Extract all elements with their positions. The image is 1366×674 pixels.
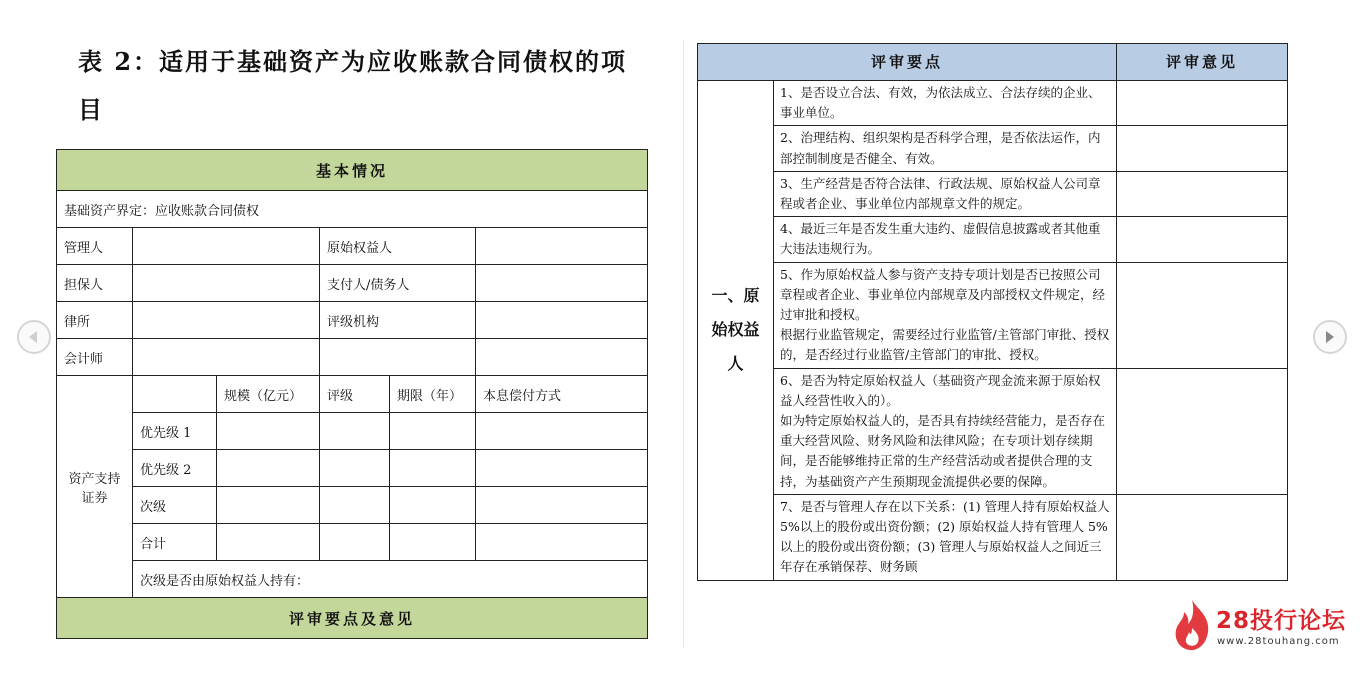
tranche-row [57,413,648,450]
review-opinion-cell [1117,494,1288,580]
party-label: 会计师 [57,339,133,376]
review-opinion-cell [1117,126,1288,171]
asset-definition: 基础资产界定：应收账款合同债权 [57,191,648,228]
review-item: 6、是否为特定原始权益人（基础资产现金流来源于原始权益人经营性收入的）。 如为特定原始权益人的，是否具有持续经营能力，是否存在重大经营风险、财务风险和法律风险；在专项计划存续期间，是否能够维持正常的生产经营活动或者提供合理的支持，为基础资产产生预期现金流提供必要的保障。 [774,368,1117,494]
review-opinion-cell [1117,81,1288,126]
party-row [57,265,648,302]
tranche-label: 优先级 2 [133,450,217,487]
tranche-cell [217,487,320,524]
tranche-cell [320,524,390,561]
tranche-cell [476,524,648,561]
column-header [133,376,217,413]
next-page-button[interactable] [1313,320,1347,354]
tranche-cell [390,413,476,450]
tranche-cell [320,487,390,524]
tranche-cell [476,450,648,487]
review-points-header: 评审要点 [698,44,1117,81]
review-table [697,43,1288,581]
party-label: 评级机构 [320,302,476,339]
securities-label: 资产支持证券 [57,376,133,598]
review-opinion-cell [1117,217,1288,262]
review-item: 4、最近三年是否发生重大违约、虚假信息披露或者其他重大违法违规行为。 [774,217,1117,262]
left-page [56,38,648,639]
review-item-row [698,81,1288,126]
tranche-row [57,487,648,524]
tranche-cell [390,524,476,561]
tranche-cell [217,450,320,487]
section-label-text: 一、原始权益人 [711,286,760,374]
party-value [476,302,648,339]
party-value [133,339,320,376]
party-row [57,228,648,265]
review-item: 1、是否设立合法、有效，为依法成立、合法存续的企业、事业单位。 [774,81,1117,126]
document-title: 表 2：适用于基础资产为应收账款合同债权的项目 [78,47,628,124]
tranche-row [57,450,648,487]
chevron-left-icon [27,330,41,344]
party-label: 律所 [57,302,133,339]
review-opinion-cell [1117,262,1288,368]
review-item-row [698,368,1288,494]
tranche-cell [320,450,390,487]
forum-watermark [1172,598,1347,654]
column-header-term: 期限（年） [390,376,476,413]
party-label: 担保人 [57,265,133,302]
subordinate-holder-note: 次级是否由原始权益人持有： [133,561,648,598]
tranche-cell [476,487,648,524]
party-value [476,339,648,376]
party-value [133,302,320,339]
party-row [57,302,648,339]
tranche-cell [390,487,476,524]
column-header-rating: 评级 [320,376,390,413]
column-header-repayment: 本息偿付方式 [476,376,648,413]
party-label: 原始权益人 [320,228,476,265]
party-label [320,339,476,376]
party-value [133,265,320,302]
review-item-row [698,217,1288,262]
party-row [57,339,648,376]
tranche-cell [320,413,390,450]
review-points-footer: 评审要点及意见 [57,598,648,639]
securities-header-row [57,376,648,413]
party-label: 支付人/债务人 [320,265,476,302]
review-item-row [698,494,1288,580]
chevron-right-icon [1323,330,1337,344]
tranche-cell [390,450,476,487]
party-label: 管理人 [57,228,133,265]
party-value [133,228,320,265]
tranche-label: 合计 [133,524,217,561]
review-opinion-cell [1117,368,1288,494]
tranche-row [57,524,648,561]
review-item-row [698,171,1288,216]
review-item-row [698,126,1288,171]
review-item: 3、生产经营是否符合法律、行政法规、原始权益人公司章程或者企业、事业单位内部规章文件的规定。 [774,171,1117,216]
tranche-label: 次级 [133,487,217,524]
tranche-cell [476,413,648,450]
review-item: 7、是否与管理人存在以下关系：(1) 管理人持有原始权益人 5%以上的股份或出资份额；(2) 原始权益人持有管理人 5%以上的股份或出资份额；(3) 管理人与原始权益人之间近三年存在承销保荐、财务顾 [774,494,1117,580]
review-opinion-header: 评审意见 [1117,44,1288,81]
review-item-row [698,262,1288,368]
tranche-cell [217,524,320,561]
review-item: 5、作为原始权益人参与资产支持专项计划是否已按照公司章程或者企业、事业单位内部规章及内部授权文件规定，经过审批和授权。 根据行业监管规定，需要经过行业监管/主管部门审批、授权的，是否经过行业监管/主管部门的审批、授权。 [774,262,1117,368]
previous-page-button[interactable] [17,320,51,354]
review-opinion-cell [1117,171,1288,216]
party-value [476,228,648,265]
flame-logo-icon [1172,598,1212,652]
watermark-url: www.28touhang.com [1217,636,1340,647]
basic-info-table [56,149,648,639]
column-header-scale: 规模（亿元） [217,376,320,413]
party-value [476,265,648,302]
tranche-label: 优先级 1 [133,413,217,450]
page-divider [683,40,684,648]
right-page [697,43,1287,581]
watermark-logo-text: 28投行论坛 [1216,608,1347,634]
review-item: 2、治理结构、组织架构是否科学合理，是否依法运作，内部控制制度是否健全、有效。 [774,126,1117,171]
tranche-cell [217,413,320,450]
basic-info-header: 基本情况 [57,150,648,191]
section-label-original-owner [698,81,774,581]
